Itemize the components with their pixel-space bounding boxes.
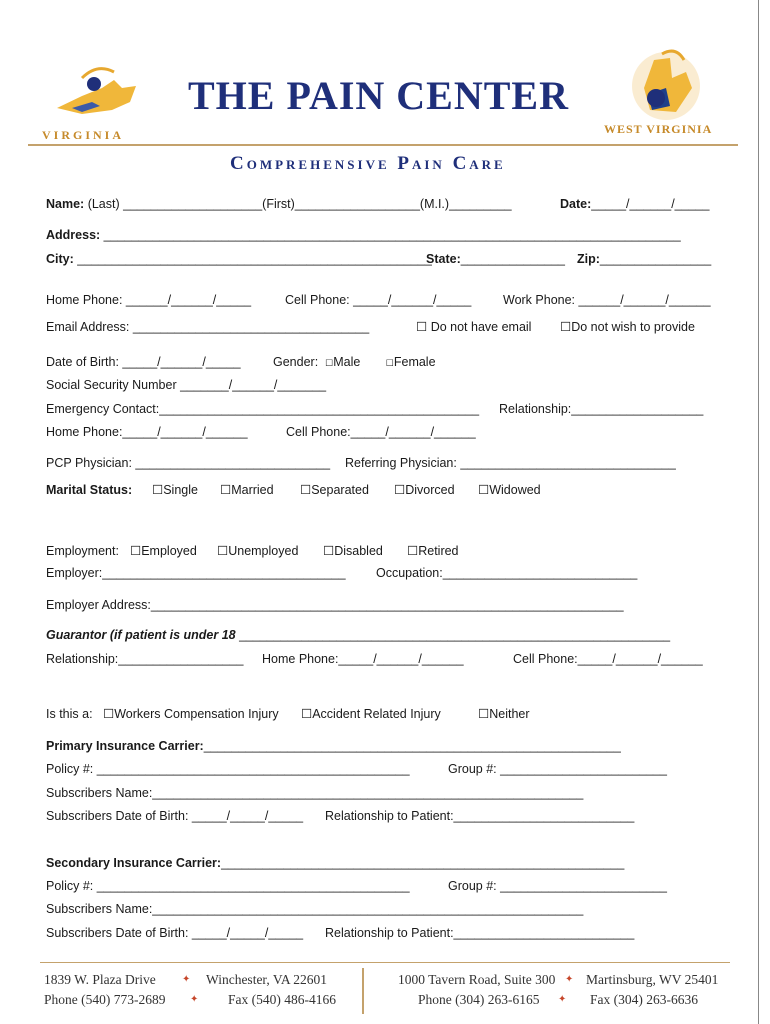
employment-disabled[interactable] bbox=[323, 544, 383, 559]
footer-divider bbox=[40, 962, 730, 963]
marital-married[interactable] bbox=[220, 483, 274, 498]
checkbox-icon[interactable]: ☐ bbox=[407, 544, 419, 558]
guarantor-row bbox=[46, 628, 670, 643]
option-label: Retired bbox=[418, 544, 459, 558]
marital-row bbox=[46, 483, 132, 498]
option-label: Workers Compensation Injury bbox=[114, 707, 279, 721]
no-email-label: Do not have email bbox=[430, 320, 532, 334]
guarantor-cell-phone-field[interactable]: Cell Phone:_____/______/______ bbox=[513, 652, 703, 666]
primary-subscriber-field[interactable]: Subscribers Name:______________________________________________________________ bbox=[46, 786, 584, 800]
dob-field[interactable]: Date of Birth: _____/______/_____ bbox=[46, 355, 241, 369]
address-row bbox=[46, 228, 681, 243]
star-icon: ✦ bbox=[565, 974, 574, 985]
state-field[interactable]: _______________ bbox=[460, 252, 566, 266]
west-virginia-logo bbox=[626, 48, 706, 123]
virginia-logo bbox=[52, 58, 142, 128]
injury-neither[interactable] bbox=[478, 707, 530, 722]
checkbox-icon[interactable]: ☐ bbox=[416, 320, 428, 334]
gender-label: Gender: bbox=[273, 355, 319, 369]
option-label: Widowed bbox=[489, 483, 541, 497]
marital-single[interactable] bbox=[152, 483, 198, 498]
marital-widowed[interactable] bbox=[478, 483, 541, 498]
star-icon: ✦ bbox=[190, 994, 199, 1005]
employment-label: Employment: bbox=[46, 544, 119, 558]
checkbox-icon[interactable]: ☐ bbox=[385, 358, 394, 368]
option-label: Disabled bbox=[334, 544, 383, 558]
state-row bbox=[426, 252, 565, 267]
option-label: Neither bbox=[489, 707, 530, 721]
date-label: Date: bbox=[560, 197, 592, 211]
ec-home-phone-field[interactable]: Home Phone:_____/______/______ bbox=[46, 425, 248, 439]
address-label: Address: bbox=[46, 228, 101, 242]
no-email-option[interactable] bbox=[416, 320, 531, 335]
wv-city: Martinsburg, WV 25401 bbox=[586, 972, 719, 987]
employer-address-field[interactable]: Employer Address:____________________________________________________________________ bbox=[46, 598, 624, 612]
header-divider bbox=[28, 144, 738, 146]
primary-carrier-field[interactable]: ____________________________________________________________ bbox=[203, 739, 621, 753]
employer-field[interactable]: Employer:___________________________________ bbox=[46, 566, 346, 580]
checkbox-icon[interactable]: ☐ bbox=[478, 483, 490, 497]
primary-policy-field[interactable]: Policy #: _____________________________________________ bbox=[46, 762, 410, 776]
employment-row bbox=[46, 544, 119, 559]
ssn-field[interactable]: Social Security Number _______/______/_______ bbox=[46, 378, 327, 392]
secondary-carrier-field[interactable]: __________________________________________________________ bbox=[221, 856, 625, 870]
city-label: City: bbox=[46, 252, 74, 266]
option-label: Separated bbox=[311, 483, 369, 497]
virginia-label: VIRGINIA bbox=[42, 128, 125, 142]
checkbox-icon[interactable]: ☐ bbox=[152, 483, 164, 497]
checkbox-icon[interactable]: ☐ bbox=[478, 707, 490, 721]
page-edge-line bbox=[758, 0, 759, 1024]
cell-phone-field[interactable]: Cell Phone: _____/______/_____ bbox=[285, 293, 472, 307]
primary-group-field[interactable]: Group #: ________________________ bbox=[448, 762, 667, 776]
page-title: THE PAIN CENTER bbox=[188, 73, 569, 118]
gender-row bbox=[273, 355, 436, 371]
ec-cell-phone-field[interactable]: Cell Phone:_____/______/______ bbox=[286, 425, 476, 439]
guarantor-field[interactable]: ______________________________________________________________ bbox=[235, 628, 671, 642]
checkbox-icon[interactable]: ☐ bbox=[300, 483, 312, 497]
secondary-group-field[interactable]: Group #: ________________________ bbox=[448, 879, 667, 893]
injury-row bbox=[46, 707, 93, 722]
employment-retired[interactable] bbox=[407, 544, 459, 559]
va-city: Winchester, VA 22601 bbox=[206, 972, 328, 987]
checkbox-icon[interactable]: ☐ bbox=[394, 483, 406, 497]
email-field[interactable]: Email Address: __________________________________ bbox=[46, 320, 370, 334]
star-icon: ✦ bbox=[182, 974, 191, 985]
west-virginia-label: WEST VIRGINIA bbox=[604, 122, 713, 136]
guarantor-home-phone-field[interactable]: Home Phone:_____/______/______ bbox=[262, 652, 464, 666]
referring-field[interactable]: Referring Physician: _______________________________ bbox=[345, 456, 676, 470]
is-this-label: Is this a: bbox=[46, 707, 93, 721]
option-label: Employed bbox=[141, 544, 197, 558]
male-label: Male bbox=[333, 355, 361, 369]
zip-field[interactable]: ________________ bbox=[599, 252, 712, 266]
secondary-carrier-label: Secondary Insurance Carrier: bbox=[46, 856, 222, 870]
option-label: Accident Related Injury bbox=[312, 707, 441, 721]
city-field[interactable]: ___________________________________________________ bbox=[73, 252, 432, 266]
wv-address: 1000 Tavern Road, Suite 300 bbox=[398, 972, 556, 987]
option-label: Married bbox=[231, 483, 274, 497]
primary-carrier-label: Primary Insurance Carrier: bbox=[46, 739, 204, 753]
pcp-field[interactable]: PCP Physician: ____________________________ bbox=[46, 456, 331, 470]
va-fax: Fax (540) 486-4166 bbox=[228, 992, 336, 1007]
address-field[interactable]: ___________________________________________________________________________________ bbox=[100, 228, 681, 242]
zip-label: Zip: bbox=[577, 252, 600, 266]
secondary-sub-dob-field[interactable]: Subscribers Date of Birth: _____/_____/_____ bbox=[46, 926, 304, 940]
employment-employed[interactable] bbox=[130, 544, 197, 559]
primary-carrier-row bbox=[46, 739, 621, 754]
name-label: Name: bbox=[46, 197, 85, 211]
employment-unemployed[interactable] bbox=[217, 544, 298, 559]
va-phone: Phone (540) 773-2689 bbox=[44, 992, 166, 1007]
primary-sub-dob-field[interactable]: Subscribers Date of Birth: _____/_____/_____ bbox=[46, 809, 304, 823]
relationship-field[interactable]: Relationship:___________________ bbox=[499, 402, 704, 416]
option-label: Single bbox=[163, 483, 198, 497]
checkbox-icon[interactable]: ☐ bbox=[325, 358, 334, 368]
date-row bbox=[560, 197, 709, 212]
state-label: State: bbox=[426, 252, 461, 266]
wv-phone: Phone (304) 263-6165 bbox=[418, 992, 540, 1007]
secondary-policy-field[interactable]: Policy #: _____________________________________________ bbox=[46, 879, 410, 893]
name-fields[interactable]: (Last) ____________________(First)__________________(M.I.)_________ bbox=[84, 197, 512, 211]
home-phone-field[interactable]: Home Phone: ______/______/_____ bbox=[46, 293, 252, 307]
zip-row bbox=[577, 252, 711, 267]
marital-label: Marital Status: bbox=[46, 483, 133, 497]
guarantor-label: Guarantor (if patient is under 18 bbox=[46, 628, 236, 642]
no-wish-option[interactable] bbox=[560, 320, 695, 335]
date-field[interactable]: _____/______/_____ bbox=[591, 197, 710, 211]
option-label: Unemployed bbox=[228, 544, 299, 558]
wv-fax: Fax (304) 263-6636 bbox=[590, 992, 698, 1007]
guarantor-relationship-field[interactable]: Relationship:__________________ bbox=[46, 652, 244, 666]
star-icon: ✦ bbox=[558, 994, 567, 1005]
injury-workers-comp[interactable] bbox=[103, 707, 279, 722]
footer-separator bbox=[362, 968, 364, 1014]
checkbox-icon[interactable]: ☐ bbox=[220, 483, 232, 497]
va-address: 1839 W. Plaza Drive bbox=[44, 972, 156, 987]
name-row bbox=[46, 197, 512, 212]
female-label: Female bbox=[393, 355, 436, 369]
injury-accident[interactable] bbox=[301, 707, 441, 722]
checkbox-icon[interactable]: ☐ bbox=[323, 544, 335, 558]
secondary-relationship-field[interactable]: Relationship to Patient:__________________________ bbox=[325, 926, 635, 940]
city-row bbox=[46, 252, 432, 267]
page-subtitle: Comprehensive Pain Care bbox=[230, 153, 506, 174]
work-phone-field[interactable]: Work Phone: ______/______/______ bbox=[503, 293, 711, 307]
primary-relationship-field[interactable]: Relationship to Patient:__________________________ bbox=[325, 809, 635, 823]
option-label: Divorced bbox=[405, 483, 455, 497]
occupation-field[interactable]: Occupation:____________________________ bbox=[376, 566, 638, 580]
no-wish-label: Do not wish to provide bbox=[571, 320, 695, 334]
checkbox-icon[interactable]: ☐ bbox=[301, 707, 313, 721]
checkbox-icon[interactable]: ☐ bbox=[130, 544, 142, 558]
checkbox-icon[interactable]: ☐ bbox=[217, 544, 229, 558]
checkbox-icon[interactable]: ☐ bbox=[560, 320, 572, 334]
emergency-contact-field[interactable]: Emergency Contact:______________________________________________ bbox=[46, 402, 480, 416]
secondary-subscriber-field[interactable]: Subscribers Name:______________________________________________________________ bbox=[46, 902, 584, 916]
secondary-carrier-row bbox=[46, 856, 624, 871]
checkbox-icon[interactable]: ☐ bbox=[103, 707, 115, 721]
marital-separated[interactable] bbox=[300, 483, 369, 498]
marital-divorced[interactable] bbox=[394, 483, 455, 498]
